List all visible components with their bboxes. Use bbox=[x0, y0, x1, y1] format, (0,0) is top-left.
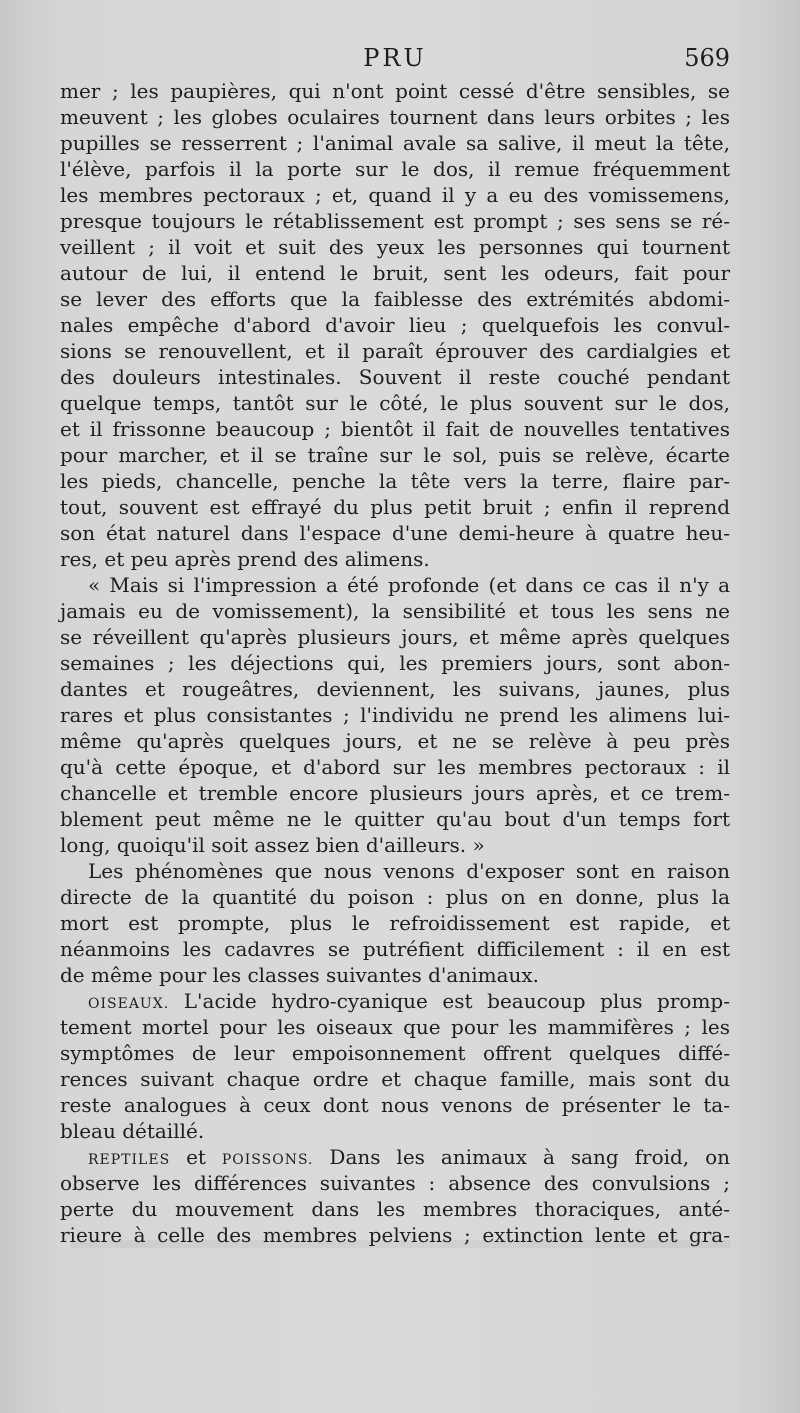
text-line: les membres pectoraux ; et, quand il y a eu des vomissemens, bbox=[60, 183, 730, 207]
page-number: 569 bbox=[684, 44, 730, 72]
text-line: presque toujours le rétablissement est prompt ; ses sens se ré- bbox=[60, 209, 730, 233]
section-lead: POISSONS. bbox=[221, 1152, 314, 1168]
text-line: qu'à cette époque, et d'abord sur les membres pectoraux : il bbox=[60, 755, 730, 779]
text-line: jamais eu de vomissement), la sensibilité et tous les sens ne bbox=[60, 599, 730, 623]
text-run: L'acide hydro-cyanique est beaucoup plus promp- bbox=[169, 989, 730, 1013]
text-line: directe de la quantité du poison : plus on en donne, plus la bbox=[60, 885, 730, 909]
text-line: chancelle et tremble encore plusieurs jours après, et ce trem- bbox=[60, 781, 730, 805]
text-line: semaines ; les déjections qui, les premiers jours, sont abon- bbox=[60, 651, 730, 675]
section-lead: OISEAUX. bbox=[88, 996, 170, 1012]
text-line: tement mortel pour les oiseaux que pour les mammifères ; les bbox=[60, 1015, 730, 1039]
text-line: rares et plus consistantes ; l'individu ne prend les alimens lui- bbox=[60, 703, 730, 727]
text-line: perte du mouvement dans les membres thoraciques, anté- bbox=[60, 1197, 730, 1221]
text-line: long, quoiqu'il soit assez bien d'ailleurs. » bbox=[60, 833, 485, 857]
text-line: mort est prompte, plus le refroidissement est rapide, et bbox=[60, 911, 730, 935]
running-title: PRU bbox=[363, 44, 427, 72]
paragraph-oiseaux bbox=[60, 988, 730, 1144]
text-line: bleau détaillé. bbox=[60, 1119, 205, 1143]
page-header bbox=[60, 40, 730, 74]
body-text bbox=[60, 78, 730, 1248]
text-line: pour marcher, et il se traîne sur le sol, puis se relève, écarte bbox=[60, 443, 730, 467]
text-line: observe les différences suivantes : absence des convulsions ; bbox=[60, 1171, 730, 1195]
text-line: pupilles se resserrent ; l'animal avale sa salive, il meut la tête, bbox=[60, 131, 730, 155]
paragraph-phenomena bbox=[60, 858, 730, 988]
text-line: Les phénomènes que nous venons d'exposer sont en raison bbox=[88, 859, 730, 883]
section-lead: REPTILES bbox=[88, 1152, 171, 1168]
text-line bbox=[60, 988, 730, 1014]
text-line: l'élève, parfois il la porte sur le dos, il remue fréquemment bbox=[60, 157, 730, 181]
paragraph-continuation bbox=[60, 78, 730, 572]
text-line: et il frissonne beaucoup ; bientôt il fait de nouvelles tentatives bbox=[60, 417, 730, 441]
text-line: rences suivant chaque ordre et chaque famille, mais sont du bbox=[60, 1067, 730, 1091]
text-line: de même pour les classes suivantes d'animaux. bbox=[60, 963, 540, 987]
text-line: les pieds, chancelle, penche la tête vers la terre, flaire par- bbox=[60, 469, 730, 493]
text-line: même qu'après quelques jours, et ne se relève à peu près bbox=[60, 729, 730, 753]
text-line: se réveillent qu'après plusieurs jours, et même après quelques bbox=[60, 625, 730, 649]
text-line: des douleurs intestinales. Souvent il reste couché pendant bbox=[60, 365, 730, 389]
text-line: se lever des efforts que la faiblesse des extrémités abdomi- bbox=[60, 287, 730, 311]
text-line: dantes et rougeâtres, deviennent, les suivans, jaunes, plus bbox=[60, 677, 730, 701]
text-line: blement peut même ne le quitter qu'au bout d'un temps fort bbox=[60, 807, 730, 831]
text-run: et bbox=[170, 1145, 222, 1169]
text-line bbox=[60, 1144, 730, 1170]
text-run: Dans les animaux à sang froid, on bbox=[313, 1145, 730, 1169]
text-line: rieure à celle des membres pelviens ; extinction lente et gra- bbox=[60, 1223, 730, 1247]
paragraph-quotation bbox=[60, 572, 730, 858]
text-line: autour de lui, il entend le bruit, sent les odeurs, fait pour bbox=[60, 261, 730, 285]
text-line: symptômes de leur empoisonnement offrent quelques diffé- bbox=[60, 1041, 730, 1065]
text-line: veillent ; il voit et suit des yeux les personnes qui tournent bbox=[60, 235, 730, 259]
text-line: néanmoins les cadavres se putréfient difficilement : il en est bbox=[60, 937, 730, 961]
text-line: meuvent ; les globes oculaires tournent dans leurs orbites ; les bbox=[60, 105, 730, 129]
text-line: « Mais si l'impression a été profonde (et dans ce cas il n'y a bbox=[88, 573, 730, 597]
text-line: res, et peu après prend des alimens. bbox=[60, 547, 430, 571]
text-line: mer ; les paupières, qui n'ont point cessé d'être sensibles, se bbox=[60, 79, 730, 103]
ink-bleed-through bbox=[70, 1240, 730, 1248]
text-line: quelque temps, tantôt sur le côté, le plus souvent sur le dos, bbox=[60, 391, 730, 415]
text-line: tout, souvent est effrayé du plus petit bruit ; enfin il reprend bbox=[60, 495, 730, 519]
paragraph-reptiles-poissons bbox=[60, 1144, 730, 1248]
text-line: nales empêche d'abord d'avoir lieu ; quelquefois les convul- bbox=[60, 313, 730, 337]
text-line: son état naturel dans l'espace d'une demi-heure à quatre heu- bbox=[60, 521, 730, 545]
text-line: reste analogues à ceux dont nous venons de présenter le ta- bbox=[60, 1093, 730, 1117]
text-line: sions se renouvellent, et il paraît éprouver des cardialgies et bbox=[60, 339, 730, 363]
